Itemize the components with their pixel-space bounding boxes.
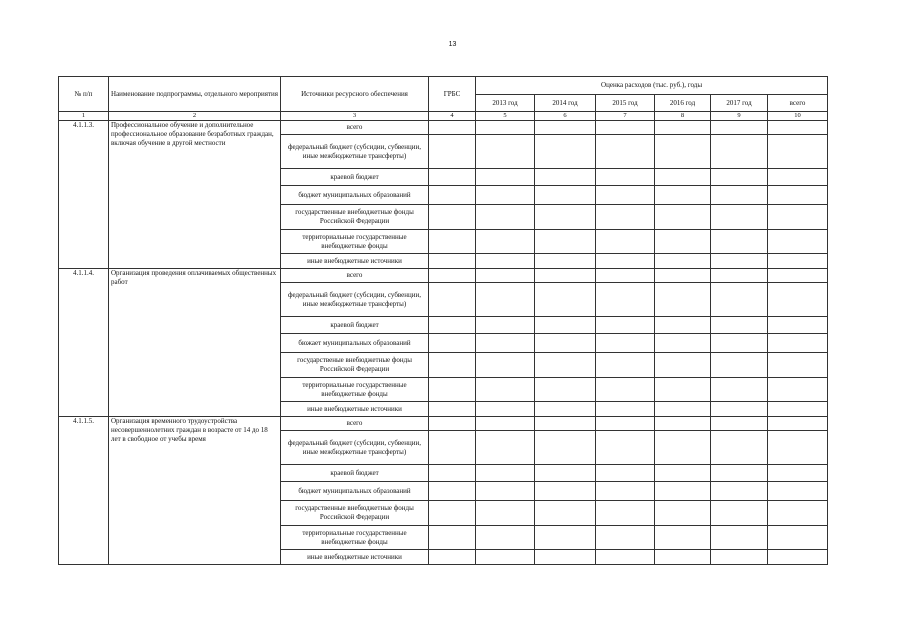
amount-cell <box>476 431 535 465</box>
funding-source: государственные внебюджетные фонды Российской Федерации <box>281 205 429 230</box>
amount-cell <box>711 482 768 501</box>
amount-cell <box>768 431 828 465</box>
amount-cell <box>476 254 535 269</box>
funding-source: бюджет муниципальных образований <box>281 482 429 501</box>
funding-source: государственые внебюджетные фонды Российской Федерации <box>281 353 429 378</box>
funding-source: иные внебюджетные источники <box>281 254 429 269</box>
amount-cell <box>476 121 535 135</box>
amount-cell <box>535 283 596 317</box>
amount-cell <box>596 465 655 482</box>
amount-cell <box>655 317 711 334</box>
amount-cell <box>768 465 828 482</box>
amount-cell <box>535 501 596 526</box>
amount-cell <box>711 283 768 317</box>
grbs-cell <box>429 283 476 317</box>
grbs-cell <box>429 402 476 417</box>
grbs-cell <box>429 135 476 169</box>
amount-cell <box>596 482 655 501</box>
amount-cell <box>768 269 828 283</box>
column-number: 6 <box>535 112 596 121</box>
amount-cell <box>596 550 655 565</box>
funding-source: государственные внебюджетные фонды Российской Федерации <box>281 501 429 526</box>
amount-cell <box>655 135 711 169</box>
activity-number: 4.1.1.3. <box>59 121 109 269</box>
amount-cell <box>596 269 655 283</box>
amount-cell <box>768 482 828 501</box>
grbs-cell <box>429 205 476 230</box>
header-estimate: Оценка расходов (тыс. руб.), годы <box>476 77 828 95</box>
funding-source: бюжает муниципальных образований <box>281 334 429 353</box>
amount-cell <box>535 378 596 402</box>
column-number: 3 <box>281 112 429 121</box>
grbs-cell <box>429 501 476 526</box>
amount-cell <box>596 353 655 378</box>
activity-number: 4.1.1.4. <box>59 269 109 417</box>
amount-cell <box>711 402 768 417</box>
amount-cell <box>655 550 711 565</box>
header-year: 2014 год <box>535 95 596 112</box>
column-number: 4 <box>429 112 476 121</box>
grbs-cell <box>429 465 476 482</box>
table-row <box>59 269 828 283</box>
amount-cell <box>535 482 596 501</box>
header-name: Наименование подпрограммы, отдельного мероприятия <box>109 77 281 112</box>
amount-cell <box>476 378 535 402</box>
amount-cell <box>535 526 596 550</box>
funding-source: федеральный бюджет (субсидии, субвенции, иные межбюджетные трансферты) <box>281 431 429 465</box>
amount-cell <box>596 378 655 402</box>
amount-cell <box>655 417 711 431</box>
table-row <box>59 121 828 135</box>
funding-source: территориальные государственные внебюджетные фонды <box>281 526 429 550</box>
amount-cell <box>768 317 828 334</box>
amount-cell <box>535 353 596 378</box>
activity-name: Организация проведения оплачиваемых общественных работ <box>109 269 281 417</box>
amount-cell <box>655 230 711 254</box>
amount-cell <box>476 402 535 417</box>
amount-cell <box>711 135 768 169</box>
header-year: 2013 год <box>476 95 535 112</box>
funding-source: краевой бюджет <box>281 465 429 482</box>
activity-name: Организация временного трудоустройства несовершеннолетних граждан в возрасте от 14 до 18 лет в свободное от учебы время <box>109 417 281 565</box>
amount-cell <box>711 205 768 230</box>
grbs-cell <box>429 269 476 283</box>
amount-cell <box>596 526 655 550</box>
amount-cell <box>768 334 828 353</box>
amount-cell <box>711 431 768 465</box>
amount-cell <box>768 353 828 378</box>
amount-cell <box>476 135 535 169</box>
amount-cell <box>535 431 596 465</box>
amount-cell <box>535 334 596 353</box>
amount-cell <box>535 402 596 417</box>
amount-cell <box>596 254 655 269</box>
amount-cell <box>711 378 768 402</box>
amount-cell <box>768 402 828 417</box>
amount-cell <box>476 465 535 482</box>
amount-cell <box>655 121 711 135</box>
grbs-cell <box>429 186 476 205</box>
grbs-cell <box>429 334 476 353</box>
amount-cell <box>768 186 828 205</box>
grbs-cell <box>429 317 476 334</box>
amount-cell <box>535 230 596 254</box>
funding-source: федеральный бюджет (субсидии, субвенции, иные межбюджетные трансферты) <box>281 135 429 169</box>
amount-cell <box>596 402 655 417</box>
column-number: 9 <box>711 112 768 121</box>
grbs-cell <box>429 169 476 186</box>
amount-cell <box>476 353 535 378</box>
amount-cell <box>655 501 711 526</box>
funding-source: иные внебюджетные источники <box>281 550 429 565</box>
funding-source: всего <box>281 121 429 135</box>
amount-cell <box>655 526 711 550</box>
amount-cell <box>476 317 535 334</box>
amount-cell <box>768 550 828 565</box>
amount-cell <box>768 501 828 526</box>
amount-cell <box>596 230 655 254</box>
amount-cell <box>711 417 768 431</box>
amount-cell <box>596 205 655 230</box>
amount-cell <box>768 169 828 186</box>
amount-cell <box>711 353 768 378</box>
amount-cell <box>535 169 596 186</box>
amount-cell <box>768 230 828 254</box>
amount-cell <box>655 482 711 501</box>
amount-cell <box>535 465 596 482</box>
amount-cell <box>596 501 655 526</box>
grbs-cell <box>429 230 476 254</box>
budget-table <box>58 76 828 565</box>
column-number-row <box>59 112 828 121</box>
amount-cell <box>655 402 711 417</box>
grbs-cell <box>429 254 476 269</box>
amount-cell <box>768 283 828 317</box>
amount-cell <box>768 254 828 269</box>
amount-cell <box>596 135 655 169</box>
column-number: 1 <box>59 112 109 121</box>
amount-cell <box>596 334 655 353</box>
grbs-cell <box>429 353 476 378</box>
amount-cell <box>711 254 768 269</box>
amount-cell <box>768 135 828 169</box>
grbs-cell <box>429 121 476 135</box>
amount-cell <box>476 186 535 205</box>
amount-cell <box>711 501 768 526</box>
header-grbs: ГРБС <box>429 77 476 112</box>
amount-cell <box>711 186 768 205</box>
funding-source: краевой бюджет <box>281 317 429 334</box>
page-number: 13 <box>448 41 457 48</box>
amount-cell <box>655 378 711 402</box>
amount-cell <box>535 205 596 230</box>
column-number: 10 <box>768 112 828 121</box>
amount-cell <box>476 417 535 431</box>
grbs-cell <box>429 482 476 501</box>
column-number: 8 <box>655 112 711 121</box>
header-source: Источники ресурсного обеспечения <box>281 77 429 112</box>
amount-cell <box>655 431 711 465</box>
header-year: 2016 год <box>655 95 711 112</box>
funding-source: всего <box>281 269 429 283</box>
amount-cell <box>596 431 655 465</box>
column-number: 2 <box>109 112 281 121</box>
funding-source: всего <box>281 417 429 431</box>
funding-source: территориальные государственные внебюджетные фонды <box>281 230 429 254</box>
funding-source: бюджет муниципальных образований <box>281 186 429 205</box>
amount-cell <box>476 283 535 317</box>
amount-cell <box>711 230 768 254</box>
amount-cell <box>476 550 535 565</box>
amount-cell <box>768 526 828 550</box>
amount-cell <box>535 550 596 565</box>
amount-cell <box>711 465 768 482</box>
amount-cell <box>711 526 768 550</box>
header-total: всего <box>768 95 828 112</box>
amount-cell <box>711 317 768 334</box>
grbs-cell <box>429 526 476 550</box>
activity-name: Профессиональное обучение и дополнительное профессиональное образование безработных граждан, включая обучение в другой местности <box>109 121 281 269</box>
header-num: № п/п <box>59 77 109 112</box>
funding-source: краевой бюджет <box>281 169 429 186</box>
amount-cell <box>768 205 828 230</box>
amount-cell <box>711 550 768 565</box>
amount-cell <box>535 121 596 135</box>
amount-cell <box>535 135 596 169</box>
header-year: 2015 год <box>596 95 655 112</box>
amount-cell <box>476 205 535 230</box>
amount-cell <box>476 334 535 353</box>
amount-cell <box>476 169 535 186</box>
amount-cell <box>476 230 535 254</box>
funding-source: территориальные государственные внебюджетные фонды <box>281 378 429 402</box>
amount-cell <box>655 353 711 378</box>
amount-cell <box>655 186 711 205</box>
grbs-cell <box>429 431 476 465</box>
funding-source: федеральный бюджет (субсидии, субвенции, иные межбюджетные трансферты) <box>281 283 429 317</box>
column-number: 5 <box>476 112 535 121</box>
amount-cell <box>535 186 596 205</box>
amount-cell <box>711 169 768 186</box>
amount-cell <box>655 269 711 283</box>
header-year: 2017 год <box>711 95 768 112</box>
amount-cell <box>655 205 711 230</box>
amount-cell <box>768 121 828 135</box>
amount-cell <box>711 121 768 135</box>
amount-cell <box>711 334 768 353</box>
amount-cell <box>535 254 596 269</box>
amount-cell <box>596 317 655 334</box>
amount-cell <box>596 417 655 431</box>
amount-cell <box>596 283 655 317</box>
amount-cell <box>655 465 711 482</box>
amount-cell <box>535 317 596 334</box>
grbs-cell <box>429 550 476 565</box>
amount-cell <box>655 283 711 317</box>
activity-number: 4.1.1.5. <box>59 417 109 565</box>
amount-cell <box>476 269 535 283</box>
column-number: 7 <box>596 112 655 121</box>
amount-cell <box>768 378 828 402</box>
table-row <box>59 417 828 431</box>
amount-cell <box>535 269 596 283</box>
amount-cell <box>711 269 768 283</box>
grbs-cell <box>429 417 476 431</box>
grbs-cell <box>429 378 476 402</box>
amount-cell <box>596 169 655 186</box>
amount-cell <box>476 482 535 501</box>
amount-cell <box>655 169 711 186</box>
amount-cell <box>768 417 828 431</box>
amount-cell <box>596 186 655 205</box>
amount-cell <box>596 121 655 135</box>
amount-cell <box>476 526 535 550</box>
funding-source: иные внебюджетные источники <box>281 402 429 417</box>
amount-cell <box>535 417 596 431</box>
amount-cell <box>655 254 711 269</box>
amount-cell <box>476 501 535 526</box>
amount-cell <box>655 334 711 353</box>
